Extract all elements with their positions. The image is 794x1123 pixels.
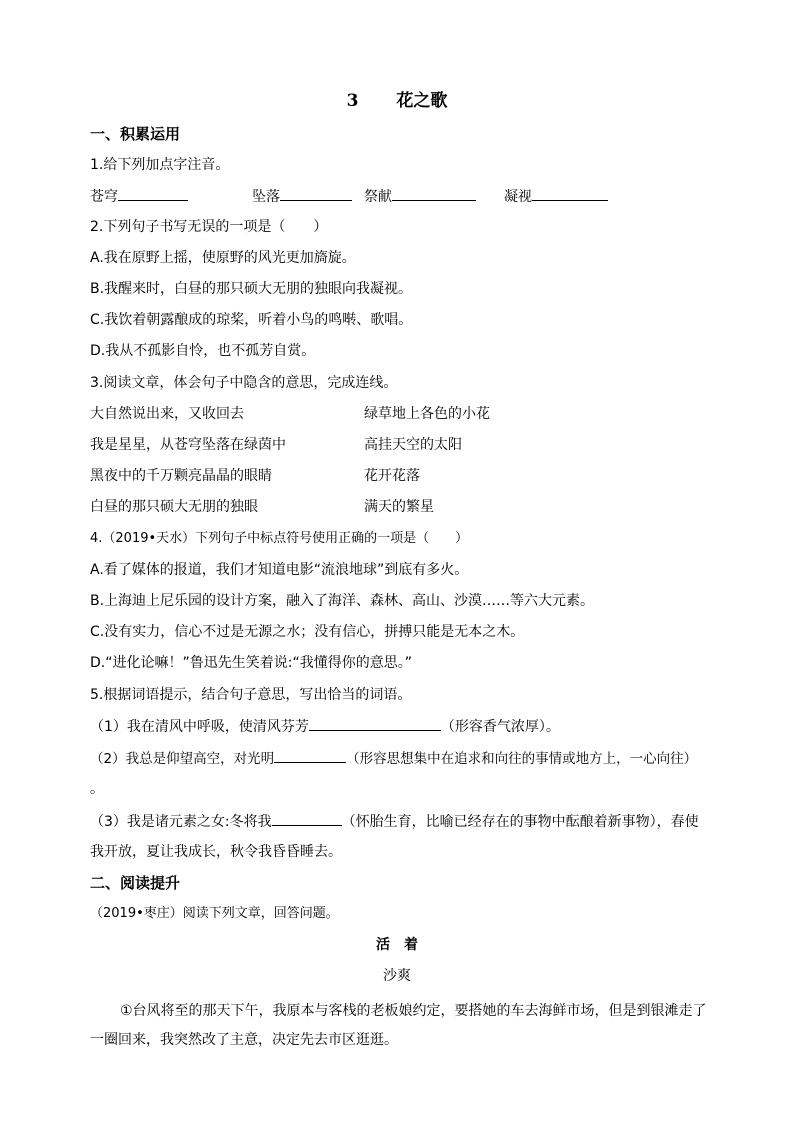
word-label: 祭献 (364, 189, 392, 205)
item-text: （1）我在清风中呼吸，使清风芬芳 (90, 719, 309, 735)
section-heading-2: 二、阅读提升 (90, 874, 181, 892)
question-1-prompt: 1.给下列加点字注音。 (90, 157, 230, 173)
article-paragraph-1-line-2: 一圈回来，我突然改了主意，决定先去市区逛逛。 (90, 1032, 398, 1048)
question-3-prompt: 3.阅读文章，体会句子中隐含的意思，完成连线。 (90, 375, 398, 391)
question-5-item-1 (90, 716, 560, 737)
question-4-prompt: 4.（2019•天水）下列句子中标点符号使用正确的一项是（ ） (90, 531, 469, 546)
match-left-item: 黑夜中的千万颗亮晶晶的眼睛 (90, 468, 272, 484)
article-title: 活 着 (376, 937, 418, 953)
question-4-option-d: D.“进化论嘛！”鲁迅先生笑着说:“我懂得你的意思。” (90, 655, 412, 671)
match-right-item: 绿草地上各色的小花 (364, 406, 490, 422)
answer-blank[interactable] (118, 186, 188, 201)
question-1-word-1 (90, 186, 188, 207)
question-1-word-3 (364, 186, 476, 207)
answer-blank[interactable] (280, 186, 352, 201)
lesson-title-text: 花之歌 (396, 91, 448, 111)
question-1-word-2 (252, 186, 352, 207)
match-right-item: 高挂天空的太阳 (364, 437, 462, 453)
match-left-item: 白昼的那只硕大无朋的独眼 (90, 499, 258, 515)
match-right-item: 花开花落 (364, 468, 420, 484)
word-label: 凝视 (504, 189, 532, 205)
lesson-number: 3 (346, 91, 359, 111)
match-right-item: 满天的繁星 (364, 499, 434, 515)
question-5-item-2 (90, 748, 697, 769)
question-1-word-4 (504, 186, 608, 207)
question-5-item-2-end: 。 (90, 781, 104, 797)
section-heading-1: 一、积累运用 (90, 125, 181, 143)
question-2-option-c: C.我饮着朝露酿成的琼桨，听着小鸟的鸣啭、歌唱。 (90, 312, 413, 328)
match-left-item: 我是星星，从苍穹坠落在绿茵中 (90, 437, 286, 453)
answer-blank[interactable] (309, 716, 441, 731)
question-2-option-a: A.我在原野上摇，使原野的风光更加旖旋。 (90, 250, 356, 266)
word-label: 坠落 (252, 189, 280, 205)
item-text: （3）我是诸元素之女:冬将我 (90, 814, 272, 830)
question-4-option-b: B.上海迪上尼乐园的设计方案，融入了海洋、森林、高山、沙漠……等六大元素。 (90, 593, 595, 609)
article-author: 沙爽 (383, 968, 411, 984)
question-2-prompt: 2.下列句子书写无误的一项是（ ） (90, 219, 328, 235)
answer-blank[interactable] (272, 811, 342, 826)
article-paragraph-1-line-1: ①台风将至的那天下午，我原本与客栈的老板娘约定，要搭她的车去海鲜市场，但是到银滩走了 (120, 1003, 707, 1019)
item-text: （2）我总是仰望高空，对光明 (90, 751, 275, 767)
question-5-prompt: 5.根据词语提示，结合句子意思，写出恰当的词语。 (90, 687, 412, 703)
question-2-option-d: D.我从不孤影自怜，也不孤芳自赏。 (90, 343, 316, 359)
answer-blank[interactable] (532, 186, 608, 201)
word-label: 苍穹 (90, 189, 118, 205)
lesson-title (0, 86, 794, 111)
item-hint: （形容思想集中在追求和向往的事情或地方上，一心向往） (346, 751, 698, 767)
answer-blank[interactable] (274, 748, 346, 763)
item-hint: （形容香气浓厚）。 (440, 719, 560, 735)
question-2-option-b: B.我醒来时，白昼的那只硕大无朋的独眼向我凝视。 (90, 281, 413, 297)
question-4-option-a: A.看了媒体的报道，我们才知道电影“流浪地球”到底有多火。 (90, 562, 469, 578)
question-4-option-c: C.没有实力，信心不过是无源之水；没有信心，拼搏只能是无本之木。 (90, 624, 525, 640)
question-5-item-3 (90, 811, 699, 832)
question-5-item-3-cont: 我开放，夏让我成长，秋令我昏昏睡去。 (90, 844, 342, 860)
answer-blank[interactable] (392, 186, 476, 201)
match-left-item: 大自然说出来，又收回去 (90, 406, 244, 422)
reading-source: （2019•枣庄）阅读下列文章，回答问题。 (90, 906, 339, 921)
item-hint: （怀胎生育，比喻已经存在的事物中酝酿着新事物），春使 (341, 814, 699, 830)
